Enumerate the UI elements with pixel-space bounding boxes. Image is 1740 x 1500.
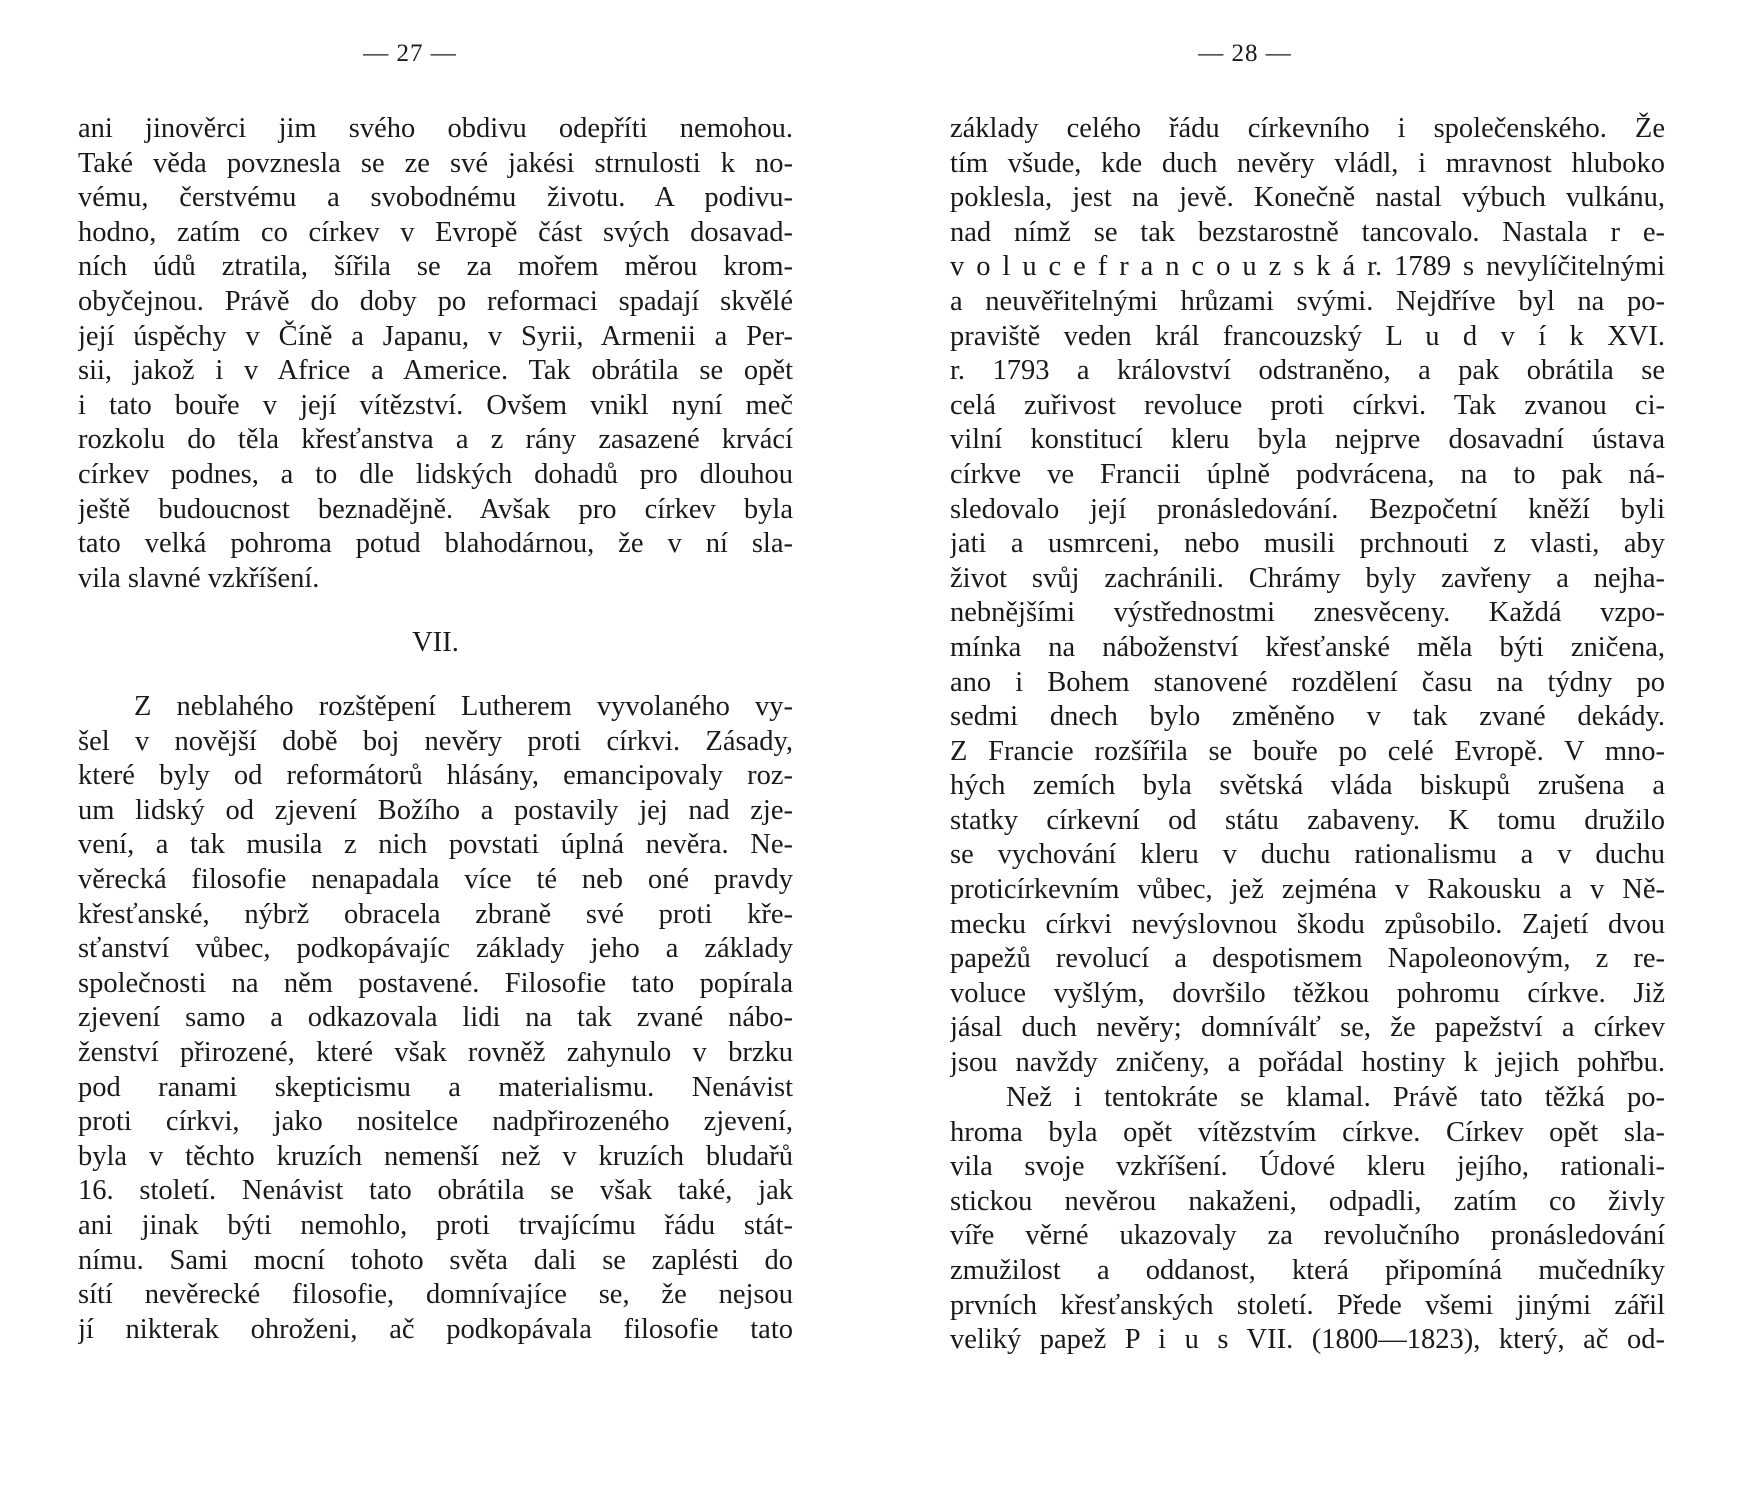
text-line: vila slavné vzkříšení.: [78, 562, 320, 594]
page-number-right: — 28 —: [1198, 40, 1292, 67]
text-line: jásal duch nevěry; domníválť se, že papežství a církev: [950, 1012, 1665, 1044]
text-line: papežů revolucí a despotismem Napoleonovým, z re-: [950, 943, 1665, 975]
text-line: prvních křesťanských století. Přede všemi jinými zářil: [950, 1289, 1665, 1321]
page-number-left: — 27 —: [363, 40, 457, 67]
section-heading: VII.: [412, 627, 459, 658]
text-line: ještě budoucnost beznadějně. Avšak pro církev byla: [78, 493, 793, 525]
text-line: jí nikterak ohroženi, ač podkopávala filosofie tato: [78, 1313, 793, 1345]
text-line: křesťanské, nýbrž obracela zbraně své proti kře-: [78, 898, 793, 930]
text-line: poklesla, jest na jevě. Konečně nastal výbuch vulkánu,: [950, 182, 1665, 214]
text-line: vilní konstitucí kleru byla nejprve dosavadní ústava: [950, 424, 1665, 456]
text-line: stickou nevěrou nakaženi, odpadli, zatím co živly: [950, 1185, 1665, 1217]
text-line: proti církvi, jako nositelce nadpřirozeného zjevení,: [78, 1106, 793, 1138]
text-line: církev podnes, a to dle lidských dohadů pro dlouhou: [78, 458, 793, 490]
text-line: hých zemích byla světská vláda biskupů zrušena a: [950, 770, 1665, 802]
text-line: a neuvěřitelnými hrůzami svými. Nejdříve byl na po-: [950, 285, 1665, 317]
text-line: ních údů ztratila, šířila se za mořem měrou krom-: [78, 251, 793, 283]
text-line: 16. století. Nenávist tato obrátila se však také, jak: [78, 1175, 793, 1207]
text-line: ani jinověrci jim svého obdivu odepříti nemohou.: [78, 113, 793, 144]
text-line: mecku církvi nevýslovnou škodu způsobilo. Zajetí dvou: [950, 908, 1665, 940]
text-line: tím všude, kde duch nevěry vládl, i mravnost hluboko: [950, 147, 1665, 179]
right-page: [950, 0, 1670, 1500]
text-line: ano i Bohem stanovené rozdělení času na týdny po: [950, 666, 1665, 698]
text-line: věrecká filosofie nenapadala více té neb oné pravdy: [78, 863, 793, 895]
text-line: v o l u c e f r a n c o u z s k á r. 1789 s nevylíčitelnými: [950, 251, 1665, 283]
text-line: život svůj zachránili. Chrámy byly zavřeny a nejha-: [950, 562, 1665, 594]
text-line: jsou navždy zničeny, a pořádal hostiny k jejich pohřbu.: [950, 1047, 1665, 1079]
text-line: um lidský od zjevení Božího a postavily jej nad zje-: [78, 794, 793, 826]
text-line: nad nímž se tak bezstarostně tancovalo. Nastala r e-: [950, 216, 1665, 248]
text-line: víře věrné ukazovaly za revolučního pronásledování: [950, 1220, 1665, 1252]
text-line: vému, čerstvému a svobodnému životu. A podivu-: [78, 182, 793, 214]
text-line: pod ranami skepticismu a materialismu. Nenávist: [78, 1071, 793, 1103]
text-line: šel v novější době boj nevěry proti církvi. Zásady,: [78, 725, 793, 757]
text-line: nebnějšími výstřednostmi znesvěceny. Každá vzpo-: [950, 597, 1665, 629]
text-line: i tato bouře v její vítězství. Ovšem vnikl nyní meč: [78, 389, 793, 421]
text-line: sii, jakož i v Africe a Americe. Tak obrátila se opět: [78, 355, 793, 387]
text-line: tato velká pohroma potud blahodárnou, že v ní sla-: [78, 528, 793, 560]
text-line: nímu. Sami mocní tohoto světa dali se zaplésti do: [78, 1244, 793, 1276]
text-line: ženství přirozené, které však rovněž zahynulo v brzku: [78, 1036, 793, 1068]
text-line: jati a usmrceni, nebo musili prchnouti z vlasti, aby: [950, 528, 1665, 560]
left-paragraph-2: [78, 690, 793, 1347]
text-line: základy celého řádu církevního i společenského. Že: [950, 113, 1665, 144]
text-line: církve ve Francii úplně podvrácena, na to pak ná-: [950, 458, 1665, 490]
text-line: veliký papež P i u s VII. (1800—1823), který, ač od-: [950, 1324, 1665, 1356]
text-line: voluce vyšlým, dovršilo těžkou pohromu církve. Již: [950, 977, 1665, 1009]
text-line: obyčejnou. Právě do doby po reformaci spadají skvělé: [78, 285, 793, 317]
text-line: Také věda povznesla se ze své jakési strnulosti k no-: [78, 147, 793, 179]
text-line: sedmi dnech bylo změněno v tak zvané dekády.: [950, 701, 1665, 733]
text-line: proticírkevním vůbec, jež zejména v Rakousku a v Ně-: [950, 874, 1665, 906]
text-line: r. 1793 a království odstraněno, a pak obrátila se: [950, 355, 1665, 387]
text-line: celá zuřivost revoluce proti církvi. Tak zvanou ci-: [950, 389, 1665, 421]
text-line: hodno, zatím co církev v Evropě část svých dosavad-: [78, 216, 793, 248]
right-paragraph-1: [950, 112, 1665, 1081]
text-line: sledovalo její pronásledování. Bezpočetní kněží byli: [950, 493, 1665, 525]
text-line: zmužilost a oddanost, která připomíná mučedníky: [950, 1254, 1665, 1286]
text-line: zjevení samo a odkazovala lidi na tak zvané nábo-: [78, 1002, 793, 1034]
text-line: mínka na náboženství křesťanské měla býti zničena,: [950, 631, 1665, 663]
text-line: praviště veden král francouzský L u d v í k XVI.: [950, 320, 1665, 352]
text-line: Než i tentokráte se klamal. Právě tato těžká po-: [1006, 1082, 1665, 1113]
text-line: její úspěchy v Číně a Japanu, v Syrii, Armenii a Per-: [78, 320, 793, 352]
text-line: ani jinak býti nemohlo, proti trvajícímu řádu stát-: [78, 1209, 793, 1241]
text-line: se vychování kleru v duchu rationalismu a v duchu: [950, 839, 1665, 871]
text-line: které byly od reformátorů hlásány, emancipovaly roz-: [78, 760, 793, 792]
text-line: vila svoje vzkříšení. Údové kleru jejího, rationali-: [950, 1151, 1665, 1183]
text-line: sítí nevěrecké filosofie, domnívajíce se, že nejsou: [78, 1279, 793, 1311]
text-line: společnosti na něm postavené. Filosofie tato popírala: [78, 967, 793, 999]
right-paragraph-2: [950, 1081, 1665, 1358]
left-paragraph-1: [78, 112, 793, 596]
text-line: sťanství vůbec, podkopávajíc základy jeho a základy: [78, 933, 793, 965]
text-line: Z Francie rozšířila se bouře po celé Evropě. V mno-: [950, 735, 1665, 767]
text-line: Z neblahého rozštěpení Lutherem vyvolaného vy-: [134, 691, 793, 722]
text-line: statky církevní od státu zabaveny. K tomu družilo: [950, 804, 1665, 836]
text-line: hroma byla opět vítězstvím církve. Církev opět sla-: [950, 1116, 1665, 1148]
text-line: rozkolu do těla křesťanstva a z rány zasazené krvácí: [78, 424, 793, 456]
text-line: byla v těchto kruzích nemenší než v kruzích bludařů: [78, 1140, 793, 1172]
left-page: [78, 0, 798, 1500]
text-line: vení, a tak musila z nich povstati úplná nevěra. Ne-: [78, 829, 793, 861]
